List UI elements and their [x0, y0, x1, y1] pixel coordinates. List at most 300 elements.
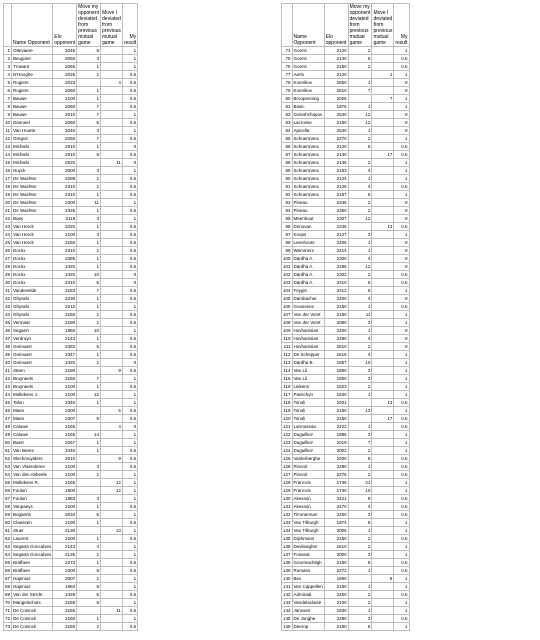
opponent-deviation-cell: 1: [77, 383, 101, 391]
row-number: 138: [283, 559, 291, 565]
my-deviation-cell: [372, 471, 394, 479]
opponent-name: Dijckmans: [292, 535, 324, 543]
table-row: [282, 215, 410, 223]
opponent-name: Konnikov: [292, 87, 324, 95]
opponent-deviation-cell: 2: [348, 599, 372, 607]
elo-cell: 2180: [53, 367, 77, 375]
opponent-name: Dambacher: [292, 295, 324, 303]
row-number: 104: [283, 287, 291, 293]
elo-cell: 2180: [324, 407, 348, 415]
opponent-deviation-cell: 11: [77, 199, 101, 207]
opponent-deviation-cell: [77, 455, 101, 463]
my-deviation-cell: 8: [372, 575, 394, 583]
result-cell: 1: [394, 191, 409, 199]
my-deviation-cell: [372, 103, 394, 111]
opponent-name: Dardha B.: [292, 359, 324, 367]
table-row: [282, 359, 410, 367]
table-row: [4, 183, 138, 191]
table-row: [4, 599, 138, 607]
row-number: 120: [283, 415, 291, 421]
elo-cell: 2130: [324, 55, 348, 63]
my-deviation-cell: 12: [101, 479, 123, 487]
row-number: 32: [5, 295, 11, 301]
opponent-deviation-cell: 1: [77, 191, 101, 199]
my-deviation-cell: [372, 303, 394, 311]
table-row: [282, 431, 410, 439]
opponent-deviation-cell: 1: [348, 127, 372, 135]
row-number: 135: [283, 535, 291, 541]
opponent-name: Van der Vurst: [292, 319, 324, 327]
result-cell: 0,5: [394, 463, 409, 471]
table-row: [4, 383, 138, 391]
table-row: [4, 575, 138, 583]
row-number: 39: [5, 351, 11, 357]
opponent-name: Segaert: [12, 327, 53, 335]
my-deviation-cell: [372, 263, 394, 271]
result-cell: 1: [394, 231, 409, 239]
opponent-deviation-cell: 2: [77, 175, 101, 183]
opponent-deviation-cell: [77, 159, 101, 167]
opponent-deviation-cell: 1: [348, 527, 372, 535]
my-deviation-cell: [101, 295, 123, 303]
row-number: 67: [5, 575, 11, 581]
row-number: 98: [282, 239, 293, 247]
my-deviation-cell: [372, 463, 394, 471]
opponent-name: Dardha A.: [292, 271, 324, 279]
row-number: 62: [5, 535, 11, 541]
table-row: [282, 567, 410, 575]
opponent-name: De Wachter: [12, 175, 53, 183]
table-row: [282, 463, 410, 471]
elo-cell: 1984: [53, 583, 77, 591]
opponent-deviation-cell: [348, 575, 372, 583]
elo-cell: 2250: [53, 135, 77, 143]
header-name: Name Opponent: [292, 4, 324, 47]
opponent-deviation-cell: 6: [77, 511, 101, 519]
row-number: 79: [282, 87, 293, 95]
table-row: [4, 519, 138, 527]
row-number: 112: [283, 351, 291, 357]
elo-cell: 2183: [324, 167, 348, 175]
my-deviation-cell: [372, 455, 394, 463]
opponent-name: Vanlerberghe: [292, 455, 324, 463]
opponent-name: Duguilliez: [292, 439, 324, 447]
result-cell: 0,5: [122, 87, 137, 95]
result-cell: 1: [122, 479, 137, 487]
opponent-name: Schuermans: [292, 143, 324, 151]
row-number: 28: [5, 263, 11, 269]
opponent-name: Pineau: [292, 199, 324, 207]
my-deviation-cell: [372, 527, 394, 535]
table-row: [282, 95, 410, 103]
opponent-name: Ottevaere: [12, 47, 53, 55]
opponent-name: Slechmuylders: [12, 455, 53, 463]
result-cell: 1: [122, 527, 137, 535]
opponent-deviation-cell: 2: [77, 575, 101, 583]
elo-cell: 2166: [53, 423, 77, 431]
my-deviation-cell: [372, 447, 394, 455]
opponent-deviation-cell: 1: [77, 303, 101, 311]
row-number: 35: [5, 319, 11, 325]
opponent-deviation-cell: 1: [348, 239, 372, 247]
table-row: [282, 159, 410, 167]
result-cell: 1: [394, 175, 409, 183]
result-cell: 0: [122, 143, 137, 151]
table-row: [4, 175, 138, 183]
row-number: 11: [5, 127, 11, 133]
result-cell: 1: [394, 71, 409, 79]
opponent-name: Danneel: [12, 119, 53, 127]
my-deviation-cell: [101, 287, 123, 295]
result-cell: 1: [122, 167, 137, 175]
row-number: 17: [5, 175, 11, 181]
table-row: [282, 391, 410, 399]
opponent-name: Rogiers: [12, 87, 53, 95]
opponent-deviation-cell: 6: [77, 119, 101, 127]
elo-cell: 2190: [324, 623, 348, 631]
opponent-name: Van Houtte: [12, 127, 53, 135]
my-deviation-cell: [101, 175, 123, 183]
row-number: 24: [5, 231, 11, 237]
table-row: [282, 351, 410, 359]
row-number: 26: [5, 247, 11, 253]
row-number: 80: [282, 95, 293, 103]
row-number: 27: [5, 255, 11, 261]
elo-cell: 2520: [53, 159, 77, 167]
result-cell: 0,5: [122, 567, 137, 575]
my-deviation-cell: 9: [101, 455, 123, 463]
my-deviation-cell: [101, 559, 123, 567]
row-number: 88: [282, 159, 293, 167]
opponent-name: Tonoli: [292, 407, 324, 415]
result-cell: 0: [122, 359, 137, 367]
table-row: [282, 311, 410, 319]
table-row: [282, 383, 410, 391]
result-cell: 1: [122, 599, 137, 607]
row-number: 84: [282, 127, 293, 135]
elo-cell: 2470: [324, 503, 348, 511]
elo-cell: 2180: [53, 319, 77, 327]
my-deviation-cell: 12: [101, 487, 123, 495]
my-deviation-cell: [372, 247, 394, 255]
header-name: Name Opponent: [12, 4, 53, 47]
table-row: [282, 527, 410, 535]
opponent-deviation-cell: 1: [348, 327, 372, 335]
result-cell: 0,5: [122, 223, 137, 231]
row-number: 37: [5, 335, 11, 341]
table-row: [4, 271, 138, 279]
result-cell: 1: [394, 527, 409, 535]
my-deviation-cell: [101, 215, 123, 223]
table-row: [4, 207, 138, 215]
opponent-deviation-cell: [77, 79, 101, 87]
row-number: 121: [283, 423, 291, 429]
row-number: 31: [5, 287, 11, 293]
elo-cell: 2310: [53, 183, 77, 191]
my-deviation-cell: [101, 415, 123, 423]
opponent-deviation-cell: 1: [348, 463, 372, 471]
row-number: 50: [5, 439, 11, 445]
elo-cell: 1616: [324, 351, 348, 359]
opponent-deviation-cell: [348, 151, 372, 159]
table-row: [282, 319, 410, 327]
my-deviation-cell: [101, 271, 123, 279]
elo-cell: 2267: [53, 439, 77, 447]
row-number: 72: [5, 615, 11, 621]
result-cell: 0,5: [122, 535, 137, 543]
result-cell: 0: [394, 239, 409, 247]
elo-cell: 2120: [324, 143, 348, 151]
result-cell: 0,5: [122, 191, 137, 199]
opponent-name: Bogaerts: [12, 511, 53, 519]
table-row: [4, 135, 138, 143]
elo-cell: 1730: [324, 487, 348, 495]
row-number: 7: [4, 95, 12, 103]
opponent-deviation-cell: 2: [77, 71, 101, 79]
row-number: 141: [283, 583, 291, 589]
result-cell: 1: [394, 487, 409, 495]
table-row: [4, 367, 138, 375]
opponent-deviation-cell: 1: [348, 247, 372, 255]
table-row: [282, 199, 410, 207]
table-row: [4, 63, 138, 71]
elo-cell: 2010: [53, 111, 77, 119]
elo-cell: 2420: [53, 271, 77, 279]
result-cell: 0: [394, 343, 409, 351]
opponent-name: Romans: [292, 567, 324, 575]
elo-cell: 2100: [53, 391, 77, 399]
opponent-name: Foulon: [12, 495, 53, 503]
my-deviation-cell: 9: [101, 367, 123, 375]
opponent-deviation-cell: 8: [77, 599, 101, 607]
row-number: 75: [282, 55, 293, 63]
opponent-name: Larmuseau: [292, 423, 324, 431]
opponent-name: De Coninck: [12, 615, 53, 623]
my-deviation-cell: [372, 167, 394, 175]
elo-cell: 2050: [53, 55, 77, 63]
row-number: 103: [283, 279, 291, 285]
elo-cell: 2550: [324, 79, 348, 87]
opponent-name: Verdruyn: [12, 335, 53, 343]
my-deviation-cell: [372, 583, 394, 591]
result-cell: 0,5: [122, 367, 137, 375]
elo-cell: 2150: [324, 535, 348, 543]
elo-cell: 2126: [324, 183, 348, 191]
result-cell: 1: [394, 367, 409, 375]
my-deviation-cell: [372, 55, 394, 63]
opponent-deviation-cell: 1: [77, 87, 101, 95]
row-number: 42: [5, 375, 11, 381]
row-number: 1: [4, 47, 12, 55]
elo-cell: 1883: [53, 495, 77, 503]
my-deviation-cell: [372, 319, 394, 327]
elo-cell: 2222: [324, 423, 348, 431]
table-row: [4, 279, 138, 287]
table-row: [4, 311, 138, 319]
result-cell: 1: [122, 55, 137, 63]
my-deviation-cell: [372, 351, 394, 359]
opponent-deviation-cell: [348, 71, 372, 79]
elo-cell: 2450: [324, 591, 348, 599]
opponent-name: D'Hooghe: [12, 71, 53, 79]
header-elo: Elo opponent: [53, 4, 77, 47]
opponent-deviation-cell: 3: [348, 511, 372, 519]
my-deviation-cell: [101, 439, 123, 447]
elo-cell: 2201: [324, 399, 348, 407]
opponent-deviation-cell: 11: [348, 311, 372, 319]
opponent-name: Schuermans: [292, 159, 324, 167]
row-number: 16: [5, 167, 11, 173]
my-deviation-cell: [101, 263, 123, 271]
opponent-deviation-cell: [348, 415, 372, 423]
row-number: 100: [283, 255, 291, 261]
my-deviation-cell: [101, 447, 123, 455]
my-deviation-cell: [372, 159, 394, 167]
elo-cell: 2023: [53, 79, 77, 87]
opponent-deviation-cell: 2: [348, 447, 372, 455]
table-row: [282, 455, 410, 463]
row-number: 14: [5, 151, 11, 157]
table-row: [4, 535, 138, 543]
result-cell: 0: [394, 87, 409, 95]
my-deviation-cell: [372, 423, 394, 431]
opponent-deviation-cell: 3: [77, 231, 101, 239]
elo-cell: 2120: [324, 47, 348, 55]
table-row: [282, 343, 410, 351]
my-deviation-cell: [372, 255, 394, 263]
result-cell: 1: [394, 407, 409, 415]
row-number: 91: [282, 183, 293, 191]
result-cell: 0: [394, 79, 409, 87]
table-row: [4, 327, 138, 335]
row-number: 58: [5, 503, 11, 509]
opponent-name: Akesson: [292, 503, 324, 511]
opponent-deviation-cell: 2: [77, 319, 101, 327]
row-number: 105: [283, 295, 291, 301]
elo-cell: 2440: [53, 447, 77, 455]
elo-cell: 2310: [53, 191, 77, 199]
opponent-name: Admiraal: [292, 591, 324, 599]
opponent-deviation-cell: 4: [348, 183, 372, 191]
table-row: [282, 511, 410, 519]
my-deviation-cell: [101, 551, 123, 559]
row-number: 68: [5, 583, 11, 589]
table-row: [282, 543, 410, 551]
result-cell: 0,5: [394, 143, 409, 151]
result-cell: 0,5: [122, 103, 137, 111]
opponent-deviation-cell: 1: [348, 391, 372, 399]
opponent-name: Goossens: [292, 303, 324, 311]
my-deviation-cell: [372, 119, 394, 127]
result-cell: 1: [122, 303, 137, 311]
my-deviation-cell: [101, 55, 123, 63]
opponent-deviation-cell: [77, 423, 101, 431]
opponent-deviation-cell: 9: [348, 495, 372, 503]
elo-cell: 2180: [324, 311, 348, 319]
opponent-deviation-cell: 1: [77, 143, 101, 151]
table-row: [4, 143, 138, 151]
row-number: 66: [5, 567, 11, 573]
opponent-deviation-cell: 1: [77, 503, 101, 511]
opponent-deviation-cell: [77, 607, 101, 615]
opponent-name: Van Herck: [12, 239, 53, 247]
my-deviation-cell: [101, 143, 123, 151]
my-deviation-cell: [101, 311, 123, 319]
row-number: 119: [283, 407, 291, 413]
opponent-name: Geirnaert: [12, 359, 53, 367]
opponent-name: Foulon: [12, 487, 53, 495]
opponent-deviation-cell: 3: [348, 431, 372, 439]
row-number: 23: [5, 223, 11, 229]
my-deviation-cell: [101, 575, 123, 583]
row-number: 52: [5, 455, 11, 461]
my-deviation-cell: [101, 359, 123, 367]
result-cell: 0,5: [122, 343, 137, 351]
result-cell: 0,5: [122, 135, 137, 143]
row-number: 122: [283, 431, 291, 437]
row-number: 129: [283, 487, 291, 493]
table-row: [4, 503, 138, 511]
result-cell: 0: [394, 215, 409, 223]
elo-cell: 2421: [324, 495, 348, 503]
opponent-deviation-cell: 2: [348, 383, 372, 391]
elo-cell: 2347: [53, 351, 77, 359]
opponent-name: Van den Abbeele: [12, 471, 53, 479]
opponent-name: Laurent: [12, 535, 53, 543]
table-row: [282, 127, 410, 135]
row-number: 86: [282, 143, 293, 151]
elo-cell: 2060: [53, 87, 77, 95]
row-number: 124: [283, 447, 291, 453]
row-number: 137: [283, 551, 291, 557]
elo-cell: 2160: [53, 615, 77, 623]
opponent-name: Baert: [12, 439, 53, 447]
result-cell: 0,5: [122, 607, 137, 615]
table-row: [4, 287, 138, 295]
elo-cell: 2250: [324, 511, 348, 519]
row-number: 46: [5, 407, 11, 413]
my-deviation-cell: [372, 143, 394, 151]
elo-cell: 2100: [53, 95, 77, 103]
opponent-name: Maes: [12, 407, 53, 415]
elo-cell: 2005: [324, 527, 348, 535]
elo-cell: 1900: [324, 375, 348, 383]
table-row: [4, 103, 138, 111]
table-row: [4, 607, 138, 615]
elo-cell: 1890: [324, 367, 348, 375]
table-row: [4, 527, 138, 535]
table-row: [282, 535, 410, 543]
opponent-deviation-cell: [77, 407, 101, 415]
opponent-deviation-cell: 2: [348, 343, 372, 351]
opponent-name: Vanpaeys: [12, 503, 53, 511]
opponent-name: Van Tilburgh: [292, 519, 324, 527]
my-deviation-cell: [372, 327, 394, 335]
row-number: 41: [5, 367, 11, 373]
opponent-deviation-cell: 1: [77, 519, 101, 527]
row-number: 89: [282, 167, 293, 175]
elo-cell: 2180: [324, 119, 348, 127]
elo-cell: 2300: [53, 199, 77, 207]
row-number: 130: [283, 495, 291, 501]
my-deviation-cell: [372, 591, 394, 599]
opponent-name: Dockx: [12, 255, 53, 263]
my-deviation-cell: [372, 279, 394, 287]
row-number: 44: [5, 391, 11, 397]
opponent-deviation-cell: 1: [348, 303, 372, 311]
my-deviation-cell: 5: [101, 407, 123, 415]
opponent-name: Duguilliez: [292, 431, 324, 439]
